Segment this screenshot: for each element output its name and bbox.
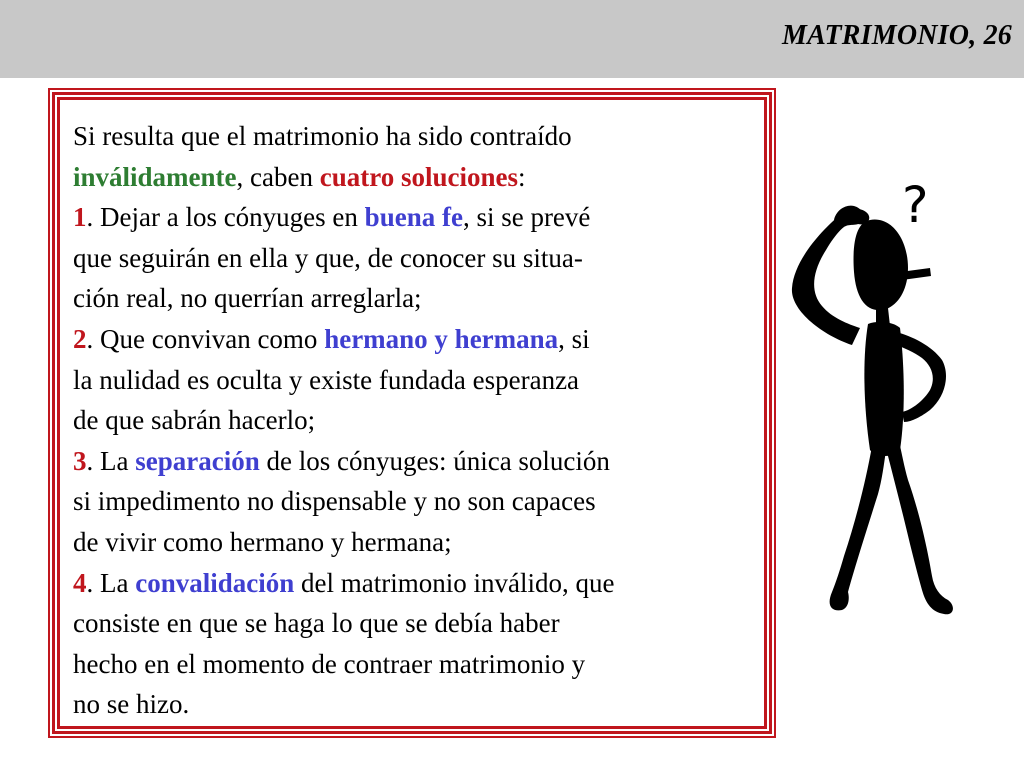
highlight-cuatro-soluciones: cuatro soluciones	[319, 161, 518, 192]
question-mark-icon: ?	[902, 176, 929, 234]
text-line: no se hizo.	[73, 689, 190, 720]
highlight-separacion: separación	[135, 445, 260, 476]
highlight-buena-fe: buena fe	[364, 202, 463, 233]
text-line: hecho en el momento de contraer matrimonio y	[73, 648, 586, 679]
text-line: inválidamente, caben cuatro soluciones:	[73, 161, 526, 192]
highlight-invalidamente: inválidamente	[73, 161, 237, 192]
item-number-4: 4	[73, 567, 87, 598]
text-line: de vivir como hermano y hermana;	[73, 526, 452, 557]
confused-stick-figure-icon	[782, 160, 962, 630]
text-line: consiste en que se haga lo que se debía haber	[73, 608, 560, 639]
text-line: Si resulta que el matrimonio ha sido contraído	[73, 121, 572, 151]
body-text	[73, 116, 763, 725]
item-number-3: 3	[73, 445, 87, 476]
text-line: 4. La convalidación del matrimonio inválido, que	[73, 567, 615, 598]
text-line: 1. Dejar a los cónyuges en buena fe, si se prevé	[73, 202, 591, 233]
item-number-2: 2	[73, 323, 87, 354]
text-line: la nulidad es oculta y existe fundada esperanza	[73, 364, 580, 395]
highlight-convalidacion: convalidación	[135, 567, 295, 598]
text-line: 3. La separación de los cónyuges: única solución	[73, 445, 610, 476]
text-line: 2. Que convivan como hermano y hermana, si	[73, 323, 590, 354]
text-line: de que sabrán hacerlo;	[73, 405, 316, 436]
highlight-hermano-y-hermana: hermano y hermana	[324, 323, 559, 354]
text-line: que seguirán en ella y que, de conocer su situa-	[73, 242, 583, 273]
text-line: ción real, no querrían arreglarla;	[73, 283, 422, 314]
header-bar	[0, 0, 1024, 78]
text-frame	[52, 92, 772, 734]
text-line: si impedimento no dispensable y no son capaces	[73, 486, 596, 517]
item-number-1: 1	[73, 202, 87, 233]
page-title: MATRIMONIO, 26	[782, 20, 1012, 51]
